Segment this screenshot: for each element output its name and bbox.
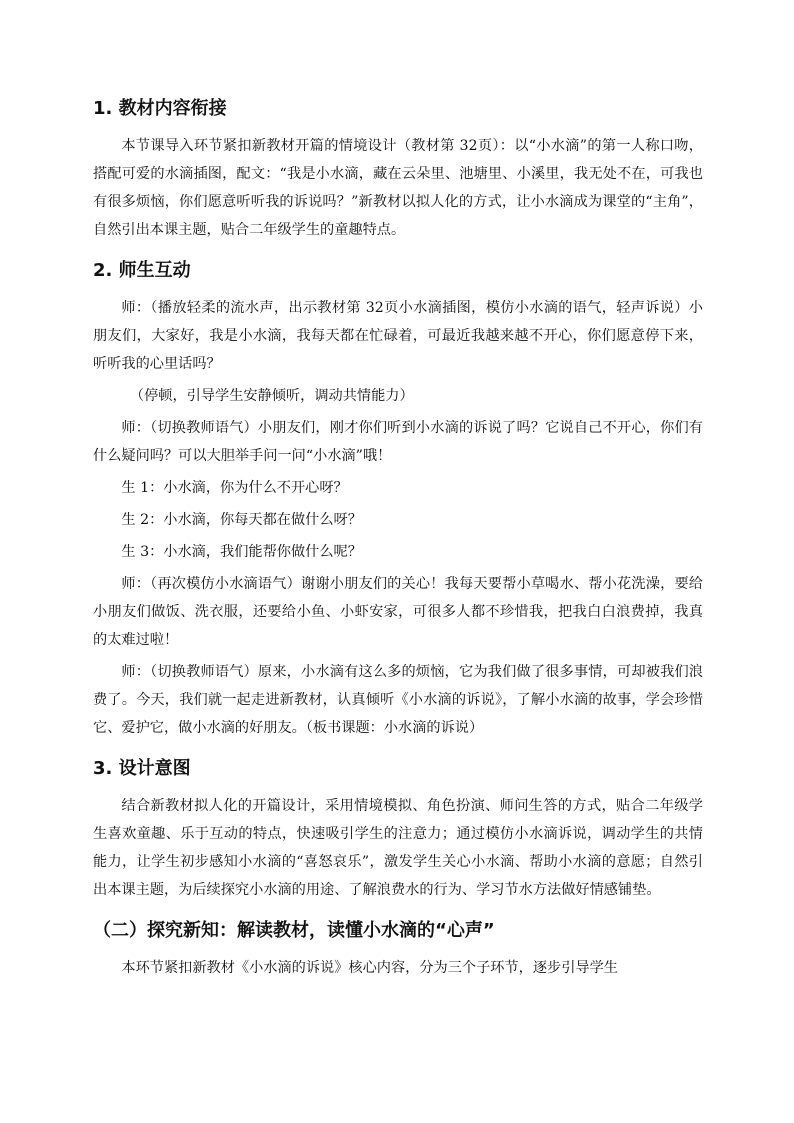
section-interaction [93, 258, 703, 742]
paragraph: 本节课导入环节紧扣新教材开篇的情境设计（教材第 32页）：以“小水滴”的第一人称口吻，搭配可爱的水滴插图，配文：“我是小水滴，藏在云朵里、池塘里、小溪里，我无处不在，可我也有很多烦恼，你们愿意听听我的诉说吗？”新教材以拟人化的方式，让小水滴成为课堂的“主角”，自然引出本课主题，贴合二年级学生的童趣特点。 [93, 138, 703, 238]
paragraph: （停顿，引导学生安静倾听，调动共情能力） [129, 388, 414, 404]
paragraph: 本环节紧扣新教材《小水滴的诉说》核心内容，分为三个子环节，逐步引导学生 [121, 960, 618, 976]
paragraph: 师：（切换教师语气）小朋友们，刚才你们听到小水滴的诉说了吗？它说自己不开心，你们有什么疑问吗？可以大胆举手问一问“小水滴”哦！ [93, 420, 703, 464]
paragraph: 师：（播放轻柔的流水声，出示教材第 32页小水滴插图，模仿小水滴的语气，轻声诉说）小朋友们，大家好，我是小水滴，我每天都在忙碌着，可最近我越来越不开心，你们愿意停下来，听听我的心里话吗？ [93, 300, 703, 372]
paragraph: 生 3：小水滴，我们能帮你做什么呢？ [121, 544, 362, 560]
paragraph: 师：（切换教师语气）原来，小水滴有这么多的烦恼，它为我们做了很多事情，可却被我们浪费了。今天，我们就一起走进新教材，认真倾听《小水滴的诉说》，了解小水滴的故事，学会珍惜它、爱护它，做小水滴的好朋友。（板书课题：小水滴的诉说） [93, 664, 703, 736]
section-explore [93, 918, 703, 982]
paragraph: 生 1：小水滴，你为什么不开心呀？ [121, 480, 348, 496]
section-design-intent [93, 756, 703, 904]
paragraph: 生 2：小水滴，你每天都在做什么呀？ [121, 512, 362, 528]
section-material-link [93, 96, 703, 244]
paragraph: 师：（再次模仿小水滴语气）谢谢小朋友们的关心！我每天要帮小草喝水、帮小花洗澡，要给小朋友们做饭、洗衣服，还要给小鱼、小虾安家，可很多人都不珍惜我，把我白白浪费掉，我真的太难过啦！ [93, 576, 703, 648]
section-heading: 2. 师生互动 [93, 260, 191, 281]
section-heading: 1. 教材内容衔接 [93, 98, 227, 119]
section-heading: 3. 设计意图 [93, 758, 191, 779]
section-heading: （二）探究新知：解读教材，读懂小水滴的“心声” [93, 920, 495, 941]
paragraph: 结合新教材拟人化的开篇设计，采用情境模拟、角色扮演、师问生答的方式，贴合二年级学生喜欢童趣、乐于互动的特点，快速吸引学生的注意力；通过模仿小水滴诉说，调动学生的共情能力，让学生初步感知小水滴的“喜怒哀乐”，激发学生关心小水滴、帮助小水滴的意愿；自然引出本课主题，为后续探究小水滴的用途、了解浪费水的行为、学习节水方法做好情感铺垫。 [93, 798, 703, 898]
document-body [93, 96, 703, 982]
